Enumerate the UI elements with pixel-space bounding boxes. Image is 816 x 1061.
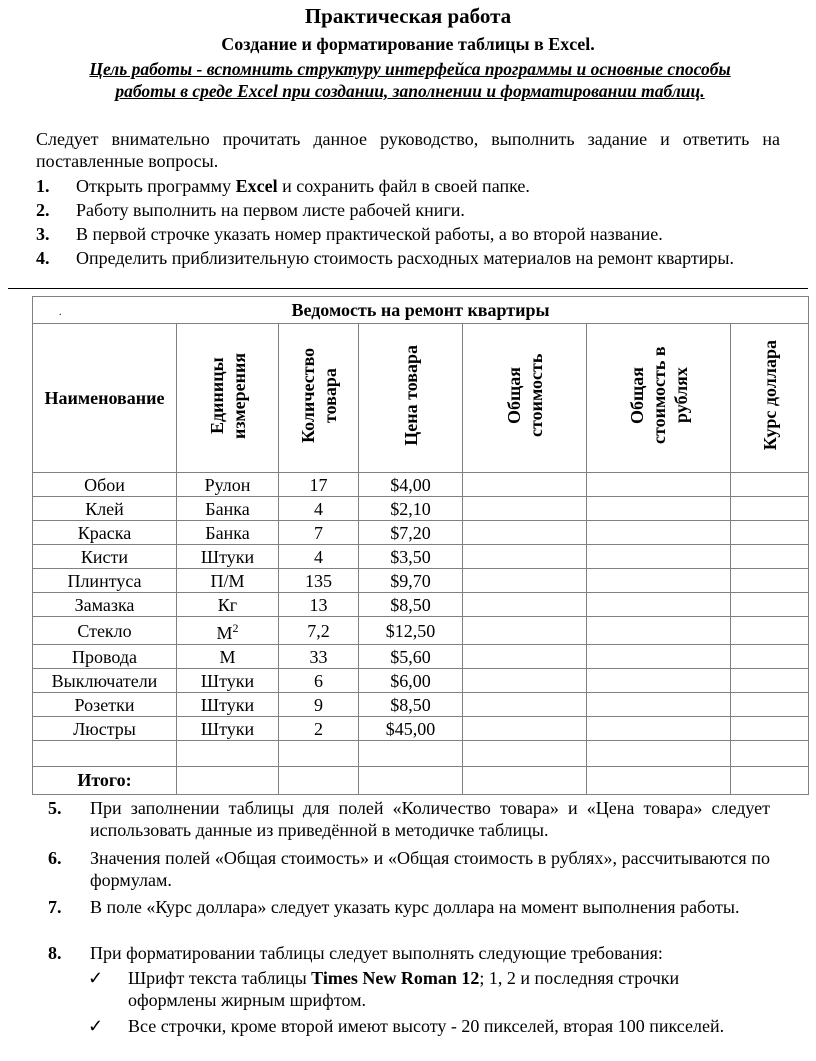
unit-superscript: 2 xyxy=(232,621,239,635)
cell-price[interactable] xyxy=(359,617,463,645)
cell[interactable] xyxy=(359,741,463,767)
cell[interactable] xyxy=(33,741,177,767)
cell-name-value: Краска xyxy=(77,522,132,543)
cell-total-cost[interactable] xyxy=(463,717,587,741)
cell-name-value: Плинтуса xyxy=(67,570,142,591)
table-row xyxy=(33,569,809,593)
header-label: Количество товара xyxy=(297,347,340,444)
cell-quantity-value: 4 xyxy=(314,546,323,567)
cell-unit-value: Рулон xyxy=(204,474,251,495)
cell-unit-value: Штуки xyxy=(200,718,255,739)
table-caption: Ведомость на ремонт квартиры xyxy=(291,299,550,320)
header-unit[interactable] xyxy=(177,324,279,473)
cell-price-value: $8,50 xyxy=(390,594,431,615)
cell-total-rub[interactable] xyxy=(587,669,731,693)
cell-unit-value: М xyxy=(216,623,233,643)
cell[interactable] xyxy=(279,741,359,767)
cell-quantity-value: 135 xyxy=(305,570,332,591)
requirement-text: Шрифт текста таблицы xyxy=(128,968,312,988)
cell-unit[interactable] xyxy=(177,669,279,693)
cell-rate[interactable] xyxy=(731,717,809,741)
cell-unit-value: Штуки xyxy=(200,546,255,567)
step-number: 8. xyxy=(48,943,62,963)
cell-total-cost[interactable] xyxy=(463,593,587,617)
step-number: 2. xyxy=(36,200,50,220)
cell-unit[interactable] xyxy=(177,473,279,497)
cell[interactable] xyxy=(359,767,463,795)
cell-price-value: $7,20 xyxy=(390,522,431,543)
cell-name[interactable] xyxy=(33,497,177,521)
cell-price-value: $2,10 xyxy=(390,498,431,519)
cell-quantity-value: 2 xyxy=(314,718,323,739)
cell-total-cost[interactable] xyxy=(463,669,587,693)
step-text-bold: Excel xyxy=(235,176,278,196)
header-quantity[interactable] xyxy=(279,324,359,473)
cell[interactable] xyxy=(587,741,731,767)
cell-rate[interactable] xyxy=(731,521,809,545)
header-label: Курс доллара xyxy=(759,340,780,451)
cell-unit-value: Банка xyxy=(205,498,250,519)
cell-quantity-value: 7 xyxy=(314,522,323,543)
cell-quantity[interactable] xyxy=(279,593,359,617)
step-text: В первой строчке указать номер практической работы, а во второй название. xyxy=(76,224,663,244)
cell-total-cost[interactable] xyxy=(463,645,587,669)
total-label[interactable]: Итого: xyxy=(33,767,177,795)
cell-name[interactable] xyxy=(33,617,177,645)
cell-price-value: $5,60 xyxy=(390,646,431,667)
cell-unit-value: Банка xyxy=(205,522,250,543)
step-text: При форматировании таблицы следует выполнять следующие требования: xyxy=(90,943,663,963)
cell-total-rub[interactable] xyxy=(587,521,731,545)
cell[interactable] xyxy=(587,767,731,795)
cell[interactable] xyxy=(279,767,359,795)
cell-unit[interactable] xyxy=(177,593,279,617)
cell-quantity[interactable] xyxy=(279,645,359,669)
cell-total-rub[interactable] xyxy=(587,717,731,741)
cell-quantity[interactable] xyxy=(279,693,359,717)
cell-quantity-value: 4 xyxy=(314,498,323,519)
step-number: 7. xyxy=(48,897,62,917)
cell-price[interactable] xyxy=(359,669,463,693)
cell-quantity-value: 13 xyxy=(309,594,328,615)
cell[interactable] xyxy=(177,767,279,795)
repair-sheet-table xyxy=(32,296,809,795)
cell-name-value: Клей xyxy=(85,498,124,519)
cell-name-value: Кисти xyxy=(80,546,129,567)
cell-unit[interactable] xyxy=(177,693,279,717)
cell-quantity[interactable] xyxy=(279,521,359,545)
cell-rate[interactable] xyxy=(731,545,809,569)
cell-price-value: $45,00 xyxy=(385,718,436,739)
requirement-text-bold: Times New Roman 12 xyxy=(311,968,480,988)
header-total-cost[interactable] xyxy=(463,324,587,473)
cell-rate[interactable] xyxy=(731,497,809,521)
cell-total-cost[interactable] xyxy=(463,693,587,717)
table-row xyxy=(33,617,809,645)
step-8 xyxy=(48,942,770,964)
cell-total-rub[interactable] xyxy=(587,693,731,717)
cell-total-rub[interactable] xyxy=(587,593,731,617)
cell-total-rub[interactable] xyxy=(587,497,731,521)
step-text: и сохранить файл в своей папке. xyxy=(277,176,530,196)
requirement-text: Все строчки, кроме второй имеют высоту - 20 пикселей, вторая 100 пикселей. xyxy=(128,1016,725,1036)
cell-quantity[interactable] xyxy=(279,473,359,497)
cell-total-cost[interactable] xyxy=(463,473,587,497)
cell-unit[interactable] xyxy=(177,497,279,521)
cell-unit-value: Штуки xyxy=(200,694,255,715)
table-row xyxy=(33,693,809,717)
header-label: Цена товара xyxy=(400,345,421,446)
cell-total-cost[interactable] xyxy=(463,545,587,569)
cell-name-value: Люстры xyxy=(73,718,136,739)
cell-quantity-value: 7,2 xyxy=(307,620,330,641)
cell-total-cost[interactable] xyxy=(463,617,587,645)
cell-price-value: $4,00 xyxy=(390,474,431,495)
cell-name-value: Выключатели xyxy=(51,670,158,691)
cell-unit[interactable] xyxy=(177,545,279,569)
step-text: Значения полей «Общая стоимость» и «Общая стоимость в рублях», рассчитываются по формулам. xyxy=(90,848,770,890)
cell-unit[interactable] xyxy=(177,717,279,741)
step-number: 4. xyxy=(36,248,50,268)
document-subtitle: Создание и форматирование таблицы в Excel. xyxy=(221,34,595,54)
cell-quantity[interactable] xyxy=(279,569,359,593)
intro-paragraph: Следует внимательно прочитать данное руководство, выполнить задание и ответить на поставленные вопросы. xyxy=(36,129,780,171)
cell-quantity-value: 17 xyxy=(309,474,328,495)
cell-price[interactable] xyxy=(359,473,463,497)
cell-name-value: Провода xyxy=(71,646,137,667)
cell-name[interactable] xyxy=(33,593,177,617)
cell-price[interactable] xyxy=(359,717,463,741)
empty-row xyxy=(33,741,809,767)
cell-rate[interactable] xyxy=(731,617,809,645)
cell[interactable] xyxy=(463,767,587,795)
cell-quantity-value: 9 xyxy=(314,694,323,715)
header-name[interactable] xyxy=(33,324,177,473)
cell-quantity[interactable] xyxy=(279,717,359,741)
cell-total-cost[interactable] xyxy=(463,497,587,521)
header-rate[interactable] xyxy=(731,324,809,473)
cell-name[interactable] xyxy=(33,569,177,593)
cell-name[interactable] xyxy=(33,669,177,693)
work-goal: Цель работы - вспомнить структуру интерфейса программы и основные способы работы в среде Excel при создании, заполнении и форматировании таблиц. xyxy=(89,59,731,101)
cell-name-value: Розетки xyxy=(74,694,135,715)
header-price[interactable] xyxy=(359,324,463,473)
cell-name[interactable] xyxy=(33,521,177,545)
cell-unit[interactable] xyxy=(177,617,279,645)
cell-price-value: $3,50 xyxy=(390,546,431,567)
cell-unit-value: М xyxy=(219,646,236,667)
requirement-2 xyxy=(88,1015,770,1037)
step-number: 1. xyxy=(36,176,50,196)
cell-name[interactable] xyxy=(33,693,177,717)
cell-quantity-value: 33 xyxy=(309,646,328,667)
cell-price[interactable] xyxy=(359,497,463,521)
cell-price[interactable] xyxy=(359,521,463,545)
cell-unit-value: Кг xyxy=(217,594,238,615)
step-number: 6. xyxy=(48,848,62,868)
header-label: Единицы измерения xyxy=(206,352,249,439)
step-text: В поле «Курс доллара» следует указать курс доллара на момент выполнения работы. xyxy=(90,897,740,917)
cell-name[interactable] xyxy=(33,717,177,741)
document-title: Практическая работа xyxy=(304,4,512,28)
total-row xyxy=(33,767,809,795)
header-total-rub[interactable] xyxy=(587,324,731,473)
cell-marker: . xyxy=(59,307,62,318)
cell-name-value: Обои xyxy=(84,474,125,495)
step-text: Работу выполнить на первом листе рабочей книги. xyxy=(76,200,465,220)
step-text: Определить приблизительную стоимость расходных материалов на ремонт квартиры. xyxy=(76,248,735,268)
cell-unit[interactable] xyxy=(177,645,279,669)
cell-quantity[interactable] xyxy=(279,497,359,521)
cell-name[interactable] xyxy=(33,545,177,569)
cell[interactable] xyxy=(731,767,809,795)
cell-rate[interactable] xyxy=(731,693,809,717)
cell-price-value: $8,50 xyxy=(390,694,431,715)
cell-rate[interactable] xyxy=(731,669,809,693)
cell-total-rub[interactable] xyxy=(587,473,731,497)
table-row xyxy=(33,669,809,693)
cell-name-value: Стекло xyxy=(77,620,132,641)
cell-price[interactable] xyxy=(359,545,463,569)
table-row xyxy=(33,473,809,497)
cell-unit-value: П/М xyxy=(210,570,245,591)
cell-rate[interactable] xyxy=(731,645,809,669)
cell-total-rub[interactable] xyxy=(587,617,731,645)
step-4 xyxy=(36,247,780,269)
cell-total-cost[interactable] xyxy=(463,521,587,545)
check-icon: ✓ xyxy=(88,968,104,988)
cell-price-value: $9,70 xyxy=(390,570,431,591)
step-1 xyxy=(36,175,780,197)
table-caption-cell[interactable] xyxy=(33,297,809,324)
header-label: Общая стоимость в рублях xyxy=(626,346,691,445)
cell-total-rub[interactable] xyxy=(587,645,731,669)
step-2 xyxy=(36,199,780,221)
header-label: Общая стоимость xyxy=(503,353,546,438)
table-row xyxy=(33,497,809,521)
requirement-1 xyxy=(88,967,770,1011)
cell-quantity[interactable] xyxy=(279,617,359,645)
cell-price-value: $6,00 xyxy=(390,670,431,691)
requirement-text: ; 1, 2 и последняя строчки оформлены жирным шрифтом. xyxy=(128,968,680,1010)
cell-price-value: $12,50 xyxy=(385,620,436,641)
step-6 xyxy=(48,847,770,891)
cell-unit-value: Штуки xyxy=(200,670,255,691)
cell-price[interactable] xyxy=(359,645,463,669)
table-header-row xyxy=(33,324,809,473)
cell-quantity-value: 6 xyxy=(314,670,323,691)
step-number: 5. xyxy=(48,798,62,818)
header-label: Наименование xyxy=(44,387,165,408)
cell-rate[interactable] xyxy=(731,569,809,593)
cell-name[interactable] xyxy=(33,473,177,497)
table-caption-row xyxy=(33,297,809,324)
table-row xyxy=(33,521,809,545)
cell-rate[interactable] xyxy=(731,593,809,617)
step-text: Открыть программу xyxy=(76,176,236,196)
cell-total-rub[interactable] xyxy=(587,545,731,569)
cell-price[interactable] xyxy=(359,593,463,617)
step-number: 3. xyxy=(36,224,50,244)
cell-rate[interactable] xyxy=(731,473,809,497)
cell-unit[interactable] xyxy=(177,569,279,593)
cell[interactable] xyxy=(463,741,587,767)
cell-name[interactable] xyxy=(33,645,177,669)
check-icon: ✓ xyxy=(88,1016,104,1036)
cell[interactable] xyxy=(177,741,279,767)
step-7 xyxy=(48,896,770,918)
cell-price[interactable] xyxy=(359,569,463,593)
cell-unit[interactable] xyxy=(177,521,279,545)
table-row xyxy=(33,645,809,669)
cell-total-rub[interactable] xyxy=(587,569,731,593)
cell-name-value: Замазка xyxy=(74,594,135,615)
cell-price[interactable] xyxy=(359,693,463,717)
step-3 xyxy=(36,223,780,245)
step-text: При заполнении таблицы для полей «Количество товара» и «Цена товара» следует использовать данные из приведённой в методичке таблицы. xyxy=(90,798,770,840)
cell-quantity[interactable] xyxy=(279,669,359,693)
cell-total-cost[interactable] xyxy=(463,569,587,593)
table-row xyxy=(33,545,809,569)
table-row xyxy=(33,717,809,741)
table-row xyxy=(33,593,809,617)
step-5 xyxy=(48,797,770,841)
cell[interactable] xyxy=(731,741,809,767)
cell-quantity[interactable] xyxy=(279,545,359,569)
divider-line xyxy=(8,288,808,289)
